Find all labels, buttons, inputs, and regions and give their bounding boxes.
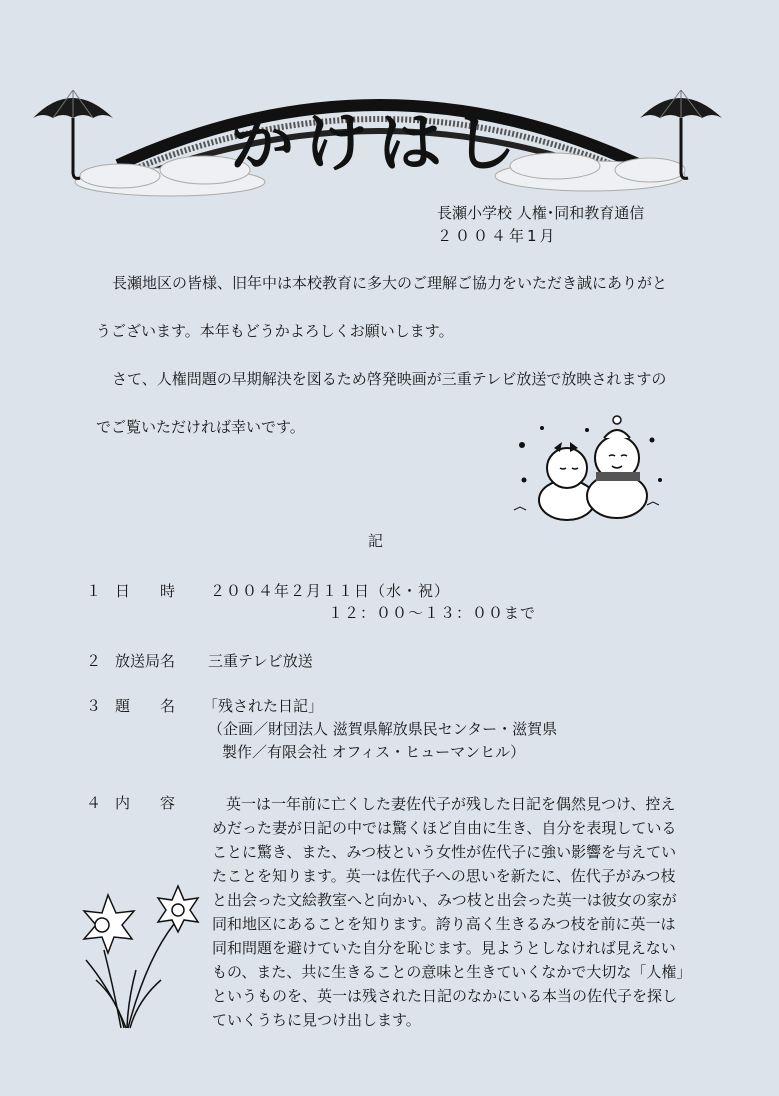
broadcast-date: ２００４年２月１１日（水・祝） [210,582,451,600]
synopsis-line: というものを、英一は残された日記のなかにいる本当の佐代子を探し [212,987,678,1005]
intro-para2-line2: でご覧いただければ幸いです。 [96,418,305,436]
synopsis-line: ことに驚き、また、みつ枝という女性が佐代子に強い影響を与えてい [212,843,677,861]
synopsis-line: ていくうちに見つけ出します。 [212,1011,421,1029]
film-planning: （企画／財団法人 滋賀県解放県民センター・滋賀県 [208,720,558,738]
station-name: 三重テレビ放送 [208,652,313,670]
item-number: ２ [86,652,102,670]
film-synopsis [212,792,691,1032]
synopsis-line: 英一は一年前に亡くした妻佐代子が残した日記を偶然見つけ、控え [226,795,676,813]
issue-date: ２００４年1月 [437,227,558,245]
film-production: 製作／有限会社 オフィス・ヒューマンヒル） [222,743,526,761]
synopsis-line: 同和問題を避けていた自分を恥じます。見ようとしなければ見えない [212,939,676,957]
film-title: 「残された日記」 [203,697,324,715]
daffodil-illustration [66,880,206,1030]
item-number: ４ [86,794,102,812]
item-label: 放送局名 [115,652,176,670]
synopsis-line: もの、また、共に生きることの意味と生きていくなかで大切な「人権」 [212,963,692,981]
notice-heading: 記 [368,532,384,550]
item-number: １ [86,582,102,600]
synopsis-line: めだった妻が日記の中では驚くほど自由に生き、自分を表現している [212,819,677,837]
synopsis-line: 同和地区にあることを知ります。誇り高く生きるみつ枝を前に英一は [212,915,676,933]
synopsis-line: と出会った文絵教室へと向かい、みつ枝と出会った英一は彼女の家が [212,891,677,909]
intro-para2-line1: さて、人権問題の早期解決を図るため啓発映画が三重テレビ放送で放映されますの [112,370,667,388]
issuer-line: 長瀬小学校 人権･同和教育通信 [437,204,645,222]
intro-para1-line2: うございます。本年もどうかよろしくお願いします。 [96,322,454,340]
intro-para1-line1: 長瀬地区の皆様、旧年中は本校教育に多大のご理解ご協力をいただき誠にありがと [112,274,668,292]
item-number: ３ [86,697,102,715]
broadcast-time: １２：００～１３：００まで [328,604,537,622]
item-label: 日 時 [115,582,176,600]
snowmen-illustration [512,410,672,525]
item-label: 題 名 [115,697,176,715]
synopsis-line: たことを知ります。英一は佐代子への思いを新たに、佐代子がみつ枝 [212,867,676,885]
item-label: 内 容 [115,794,176,812]
newsletter-title: かけはし [230,107,526,181]
